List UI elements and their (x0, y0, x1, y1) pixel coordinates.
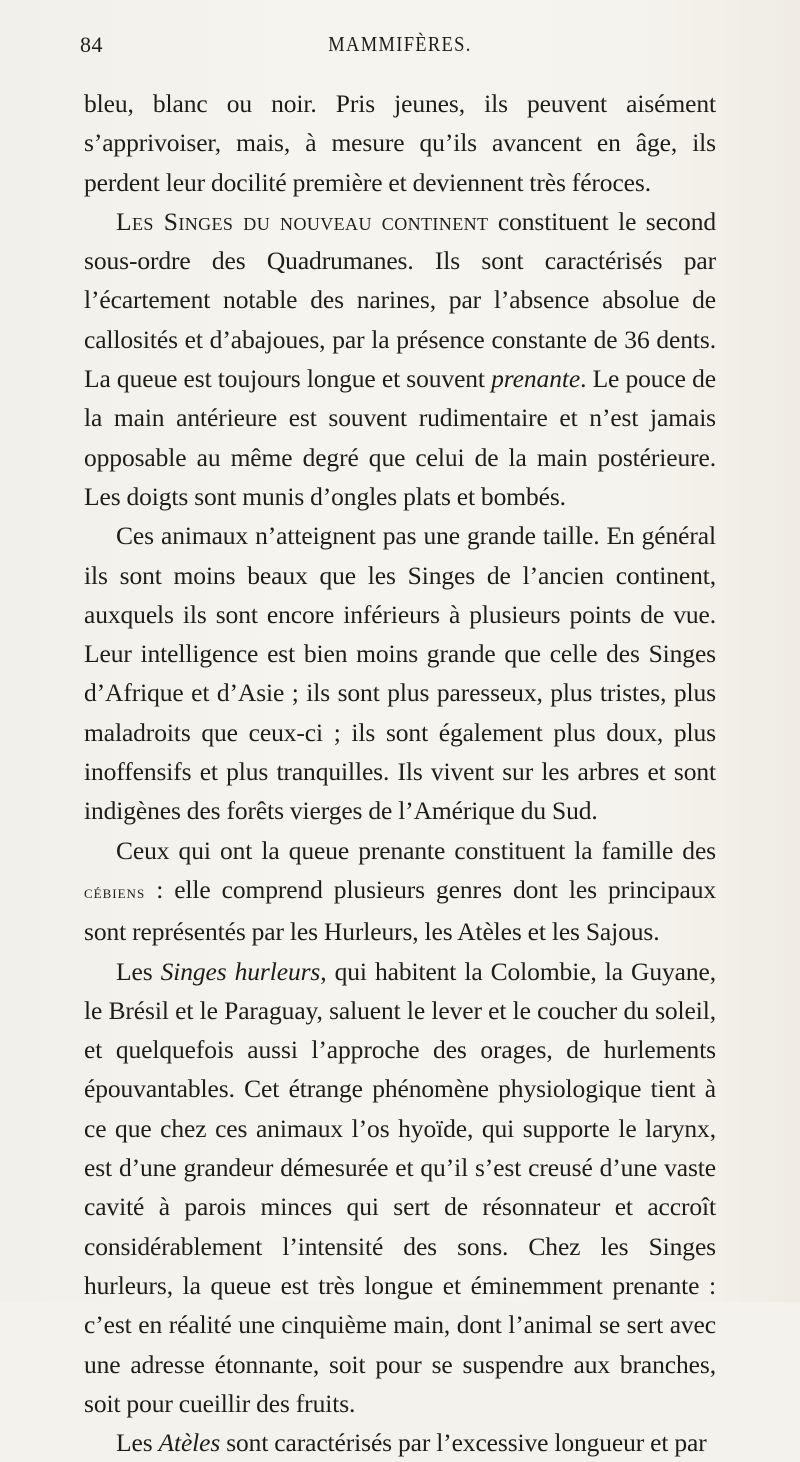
paragraph-5 (84, 952, 716, 1424)
paragraph-3 (84, 516, 716, 830)
paragraph-5-text-after: , qui habitent la Colombie, la Guyane, le Brésil et le Paraguay, saluent le lever et le coucher du soleil, et quelquefois aussi l’approche des orages, de hurlements épouvantables. Cet étrange phénomène physiologique tient à ce que chez ces animaux l’os hyoïde, qui supporte le larynx, est d’une grandeur démesurée et qu’il s’est creusé d’une vaste cavité à parois minces qui sert de résonnateur et accroît considérablement l’intensité des sons. Chez les Singes hurleurs, la queue est très longue et éminemment prenante : c’est en réalité une cinquième main, dont l’animal se sert avec une adresse étonnante, soit pour se suspendre aux branches, soit pour cueillir des fruits. (84, 956, 716, 1418)
paragraph-2-italic: prenante (491, 364, 581, 394)
running-title: MAMMIFÈRES. (328, 32, 472, 56)
paragraph-1 (84, 84, 716, 202)
paragraph-4-text-after: : elle comprend plusieurs genres dont les principaux sont représentés par les Hurleurs, les Atèles et les Sajous. (84, 874, 716, 947)
page-header (80, 32, 720, 76)
paragraph-2 (84, 202, 716, 516)
paragraph-6-text: Les (116, 1428, 159, 1458)
paragraph-4 (84, 831, 716, 952)
body-text (84, 84, 716, 1462)
paragraph-3-text: Ces animaux n’atteignent pas une grande taille. En général ils sont moins beaux que les Singes de l’ancien continent, auxquels ils sont encore inférieurs à plusieurs points de vue. Leur intelligence est bien moins grande que celle des Singes d’Afrique et d’Asie ; ils sont plus paresseux, plus tristes, plus maladroits que ceux-ci ; ils sont également plus doux, plus inoffensifs et plus tranquilles. Ils vivent sur les arbres et sont indigènes des forêts vierges de l’Amérique du Sud. (84, 521, 716, 826)
paragraph-6-text-after: sont caractérisés par l’excessive longueur et par (220, 1428, 707, 1458)
paragraph-5-text: Les (116, 956, 161, 986)
paragraph-6-italic: Atèles (158, 1428, 221, 1458)
paragraph-2-smallcaps: Les Singes du nouveau continent (116, 206, 489, 236)
paragraph-4-text: Ceux qui ont la queue prenante constituent la famille des (116, 835, 716, 865)
paragraph-4-smallcaps: cébiens (84, 881, 146, 903)
paragraph-2-text-after: . Le pouce de la main antérieure est souvent rudimentaire et n’est jamais opposable au même degré que celui de la main postérieure. Les doigts sont munis d’ongles plats et bombés. (84, 364, 716, 511)
paragraph-5-italic: Singes hurleurs (160, 956, 321, 986)
paragraph-2-text: constituent le second sous-ordre des Quadrumanes. Ils sont caractérisés par l’écartement notable des narines, par l’absence absolue de callosités et d’abajoues, par la présence constante de 36 dents. La queue est toujours longue et souvent (84, 206, 716, 394)
paragraph-6 (84, 1423, 716, 1462)
page-number: 84 (80, 32, 103, 57)
paragraph-1-text: bleu, blanc ou noir. Pris jeunes, ils peuvent aisément s’apprivoiser, mais, à mesure qu’ils avancent en âge, ils perdent leur docilité première et deviennent très féroces. (84, 89, 716, 197)
